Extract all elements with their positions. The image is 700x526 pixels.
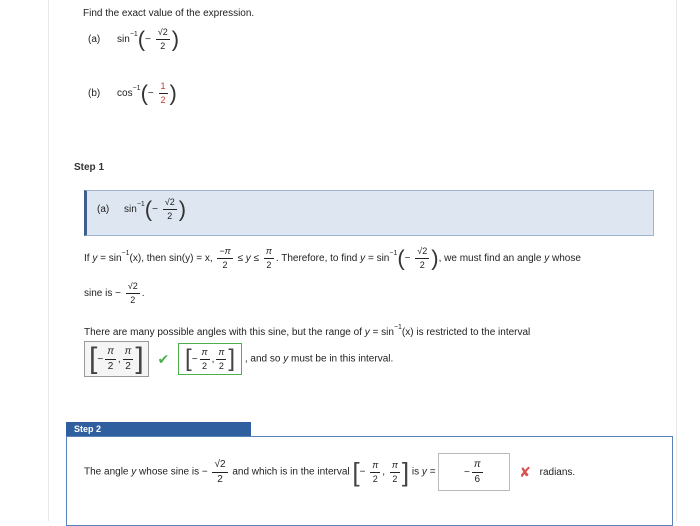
left-bracket: [ bbox=[89, 342, 98, 375]
text-sine-is: sine is bbox=[84, 288, 113, 299]
left-bracket: [ bbox=[185, 345, 192, 372]
pi-over-2-fraction bbox=[264, 247, 274, 270]
fraction-denominator: 2 bbox=[222, 260, 228, 270]
minus-sign: − bbox=[404, 253, 411, 264]
minus-sign: − bbox=[145, 34, 151, 45]
step1-explanation-line1 bbox=[84, 247, 581, 270]
fraction-numerator: π bbox=[390, 461, 400, 473]
equals-sign: = bbox=[367, 253, 374, 264]
equals-sign: = bbox=[429, 466, 436, 478]
open-paren: ( bbox=[140, 80, 148, 106]
incorrect-cross-icon: ✘ bbox=[519, 463, 531, 480]
fraction-denominator: 2 bbox=[160, 95, 166, 105]
inverse-exponent: −1 bbox=[132, 85, 141, 93]
minus-sign: − bbox=[464, 466, 470, 478]
fraction-denominator: 2 bbox=[125, 360, 131, 372]
fraction-numerator: √2 bbox=[126, 282, 140, 294]
open-paren: ( bbox=[144, 196, 153, 222]
text-the-angle: The angle bbox=[84, 466, 129, 478]
fraction-denominator: 2 bbox=[202, 360, 208, 371]
leq-sign: ≤ bbox=[253, 253, 260, 264]
fraction-numerator: −π bbox=[217, 247, 232, 259]
fraction-denominator: 2 bbox=[419, 260, 425, 270]
sqrt2-over-2-fraction bbox=[212, 460, 227, 485]
minus-sign: − bbox=[97, 353, 104, 365]
inverse-exponent: −1 bbox=[121, 250, 130, 258]
sin-fn: sin bbox=[376, 253, 390, 264]
text-must-find: , we must find an angle bbox=[438, 253, 542, 264]
fraction-denominator: 2 bbox=[372, 473, 378, 484]
left-frame-line bbox=[48, 0, 49, 521]
text-interval: and which is in the interval bbox=[232, 466, 350, 478]
step1-explanation-line2 bbox=[84, 282, 145, 305]
pi-over-2-fraction bbox=[105, 347, 116, 372]
text-if: If bbox=[84, 253, 90, 264]
pi-over-2-fraction bbox=[216, 348, 226, 371]
correct-interval-display: [ − $\frac{\pi}{2}$ , $\frac{\pi}{2}$ ] bbox=[178, 343, 242, 375]
text-is: is bbox=[411, 466, 420, 478]
minus-sign: − bbox=[115, 288, 121, 299]
text-whose: whose bbox=[551, 253, 581, 264]
minus-sign: − bbox=[152, 204, 158, 215]
fraction-numerator: π bbox=[264, 247, 274, 259]
close-paren: ) bbox=[171, 26, 180, 52]
close-paren: ) bbox=[178, 196, 187, 222]
text-therefore: . Therefore, to find bbox=[275, 253, 358, 264]
right-bracket: ] bbox=[401, 457, 410, 487]
minus-sign: − bbox=[201, 466, 208, 478]
sqrt2-over-2-fraction bbox=[156, 28, 170, 51]
right-bracket: ] bbox=[135, 342, 144, 375]
fraction-denominator: 2 bbox=[107, 360, 114, 372]
inverse-exponent: −1 bbox=[393, 324, 402, 331]
fraction-numerator: π bbox=[123, 347, 134, 360]
var-y: y bbox=[283, 353, 289, 365]
step1-part-a-box bbox=[84, 190, 654, 236]
text-so: , and so bbox=[244, 353, 281, 365]
sin-fn: sin bbox=[124, 204, 137, 215]
fraction-denominator: 2 bbox=[167, 211, 173, 221]
text-whose-sine: whose sine is bbox=[139, 466, 200, 478]
fraction-numerator: 1 bbox=[159, 82, 168, 94]
question-part-a bbox=[88, 28, 179, 51]
fraction-numerator: π bbox=[200, 348, 210, 360]
text-x-arg: (x), then sin(y) = x, bbox=[129, 253, 213, 264]
minus-sign: − bbox=[191, 353, 198, 365]
equals-sign: = bbox=[100, 253, 106, 264]
var-y: y bbox=[364, 326, 370, 338]
question-part-b bbox=[88, 82, 177, 105]
fraction-numerator: √2 bbox=[156, 28, 170, 40]
fraction-numerator: π bbox=[105, 347, 116, 360]
fraction-denominator: 2 bbox=[392, 473, 398, 484]
leq-sign: ≤ bbox=[237, 253, 243, 264]
text-range-1: There are many possible angles with this sine, but the range of bbox=[84, 326, 362, 338]
var-y: y bbox=[131, 466, 137, 478]
var-y: y bbox=[360, 253, 366, 264]
fraction-numerator: √2 bbox=[212, 460, 227, 473]
var-y: y bbox=[245, 253, 251, 264]
right-frame-line bbox=[676, 0, 677, 521]
close-paren: ) bbox=[431, 245, 439, 271]
one-half-fraction bbox=[159, 82, 168, 105]
step2-sentence: The angle y whose sine is − $\frac{√2}{2}$ and which is in the interval [− $\frac{\pi}{2}$ , $\frac{\pi}{2}$ ] is y = − $\frac{\pi}{6}$ ✘ radians. bbox=[84, 453, 575, 491]
sqrt2-over-2-fraction bbox=[163, 198, 177, 221]
sin-fn: sin bbox=[108, 253, 122, 264]
inverse-exponent: −1 bbox=[136, 201, 145, 209]
cos-fn: cos bbox=[117, 88, 133, 99]
correct-check-icon: ✔ bbox=[157, 350, 170, 367]
part-a-label: (a) bbox=[88, 34, 101, 45]
step1-label: Step 1 bbox=[74, 162, 105, 173]
var-y: y bbox=[421, 466, 427, 478]
question-prompt: Find the exact value of the expression. bbox=[83, 8, 255, 19]
left-bracket: [ bbox=[352, 457, 360, 487]
minus-sign: − bbox=[359, 466, 366, 478]
neg-pi-over-2-fraction bbox=[217, 247, 232, 270]
pi-over-2-fraction bbox=[390, 461, 400, 484]
var-y: y bbox=[92, 253, 98, 264]
step2-tab: Step 2 bbox=[66, 422, 251, 437]
part-a-label: (a) bbox=[97, 204, 110, 215]
fraction-denominator: 2 bbox=[218, 360, 224, 371]
text-radians: radians. bbox=[539, 466, 576, 478]
period: . bbox=[141, 288, 145, 299]
sin-fn: sin bbox=[117, 34, 130, 45]
fraction-numerator: π bbox=[370, 461, 380, 473]
pi-over-2-fraction bbox=[370, 461, 380, 484]
fraction-numerator: √2 bbox=[163, 198, 177, 210]
inverse-exponent: −1 bbox=[129, 31, 138, 39]
equals-sign: = bbox=[372, 326, 379, 338]
fraction-numerator: π bbox=[216, 348, 226, 360]
fraction-denominator: 2 bbox=[217, 473, 223, 485]
fraction-numerator: √2 bbox=[415, 247, 429, 259]
var-y: y bbox=[544, 253, 550, 264]
pi-over-2-fraction bbox=[200, 348, 210, 371]
step1-range-text bbox=[84, 324, 530, 338]
text-range-2: (x) is restricted to the interval bbox=[401, 326, 531, 338]
minus-sign: − bbox=[147, 88, 154, 99]
fraction-numerator: π bbox=[472, 460, 483, 473]
text-must-be: must be in this interval. bbox=[290, 353, 394, 365]
inverse-exponent: −1 bbox=[389, 250, 398, 258]
angle-answer-input[interactable] bbox=[438, 453, 510, 491]
open-paren: ( bbox=[397, 245, 405, 271]
fraction-denominator: 2 bbox=[266, 260, 272, 270]
step1-interval-row bbox=[84, 341, 393, 377]
step1-part-a-expression bbox=[97, 198, 186, 221]
right-bracket: ] bbox=[228, 345, 236, 372]
pi-over-2-fraction bbox=[123, 347, 134, 372]
interval-answer-input[interactable]: [ − $\frac{\pi}{2}$ , $\frac{\pi}{2}$ ] bbox=[84, 341, 149, 377]
pi-over-6-fraction bbox=[472, 460, 483, 485]
sqrt2-over-2-fraction bbox=[415, 247, 429, 270]
open-paren: ( bbox=[137, 26, 146, 52]
fraction-denominator: 6 bbox=[474, 473, 481, 485]
sin-fn: sin bbox=[381, 326, 394, 338]
part-b-label: (b) bbox=[88, 88, 101, 99]
step2-box bbox=[66, 436, 673, 526]
close-paren: ) bbox=[169, 80, 177, 106]
fraction-denominator: 2 bbox=[130, 295, 136, 305]
sqrt2-over-2-fraction bbox=[126, 282, 140, 305]
fraction-denominator: 2 bbox=[160, 41, 166, 51]
